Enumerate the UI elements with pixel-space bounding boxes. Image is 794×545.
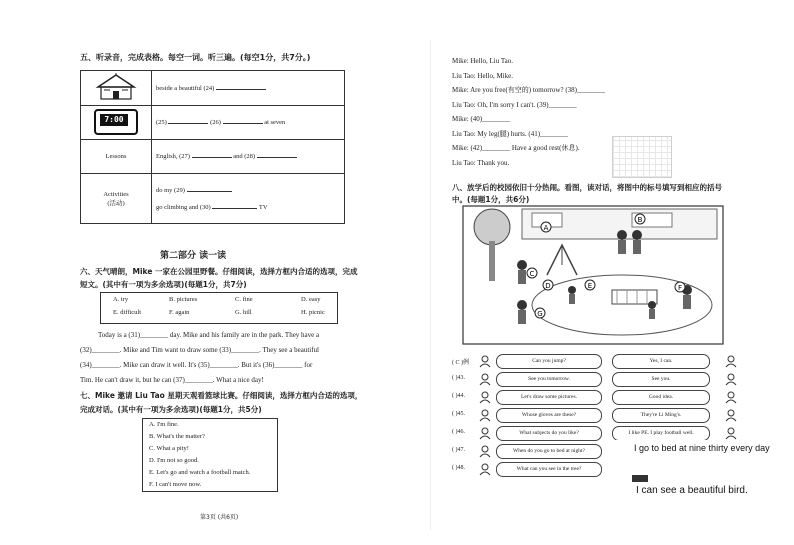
qa-num-45: ( )45. [452, 411, 465, 417]
qa-question-43: See you tomorrow. [496, 372, 602, 387]
option-g: G. hill [235, 309, 252, 316]
qa-num-48: ( )48. [452, 465, 465, 471]
qa-question-example: Can you jump? [496, 354, 602, 369]
row-25-26-content: (25) (26) at seven [152, 106, 345, 140]
dialog-option-a: A. I'm fine. [149, 421, 179, 428]
qa-answer-45: They're Li Ming's. [612, 408, 710, 423]
page-divider [430, 40, 431, 530]
qa-num-44: ( )44. [452, 393, 465, 399]
scene-letter-f: F [677, 284, 683, 292]
options-box [100, 292, 338, 324]
blank-30[interactable] [212, 208, 257, 209]
scene-letter-b: B [637, 216, 643, 224]
scene-letter-g: G [537, 310, 543, 318]
section-8-title-line2: 中。(每题1分，共6分) [452, 195, 530, 204]
row-29-30-content: do my (29) go climbing and (30) TV [152, 174, 345, 224]
section-6-title-line2: 短文。(其中有一项为多余选项)(每题1分，共7分) [80, 280, 247, 289]
scene-letter-c: C [529, 270, 535, 278]
qa-answer-43: See you. [612, 372, 710, 387]
scene-letter-e: E [587, 282, 593, 290]
qa-answer-44: Good idea. [612, 390, 710, 405]
blank-29[interactable] [187, 191, 232, 192]
scene-letter-d: D [545, 282, 551, 290]
qa-question-45: Whose gloves are these? [496, 408, 602, 423]
option-h: H. picnic [301, 309, 325, 316]
answer-47-overlay: I go to bed at nine thirty every day [612, 440, 772, 470]
option-e: E. difficult [113, 309, 142, 316]
part-2-title: 第二部分 读一读 [160, 251, 227, 261]
row-school-icon-cell [81, 71, 152, 106]
row-clock-cell [81, 106, 152, 140]
person-icons-column [724, 355, 738, 445]
blank-27[interactable] [192, 157, 232, 158]
option-a: A. try [113, 296, 129, 303]
dialog-option-e: E. Let's go and watch a football match. [149, 469, 251, 476]
option-b: B. pictures [169, 296, 198, 303]
dialog-mike-liutao: Mike: Hello, Liu Tao. Liu Tao: Hello, Mike. Mike: Are you free(有空的) tomorrow? (38)________ Liu Tao: Oh, I'm sorry I can't. (39)________ Mike: (40)________ Liu Tao: My leg(腿) hurts. (41)________ Mike: (42)________ Have a good rest(休息). Liu Tao: Thank you. [452, 57, 605, 167]
row-24-content: beside a beautiful (24) [152, 71, 345, 106]
blank-24[interactable] [216, 89, 266, 90]
option-d: D. easy [301, 296, 321, 303]
dialog-option-f: F. I can't move now. [149, 481, 202, 488]
qa-num-43: ( )43. [452, 375, 465, 381]
alarm-clock-icon: 7:00 [94, 109, 138, 135]
redaction-mark [632, 475, 648, 482]
playground-scene-image [462, 205, 724, 345]
option-f: F. again [169, 309, 190, 316]
dialog-option-b: B. What's the matter? [149, 433, 205, 440]
scene-letter-a: A [543, 224, 549, 232]
qa-num-46: ( )46. [452, 429, 465, 435]
dialog-option-d: D. I'm not so good. [149, 457, 199, 464]
blank-28[interactable] [257, 157, 297, 158]
section-7-title: 七、Mike 邀请 Liu Tao 星期天观看篮球比赛。仔细阅读，选择方框内合适的选项， [80, 391, 363, 400]
blank-26[interactable] [223, 123, 263, 124]
blank-25[interactable] [168, 123, 208, 124]
qa-question-47: When do you go to bed at night? [496, 444, 602, 459]
qa-num-47: ( )47. [452, 447, 465, 453]
page-footer: 第3页 (共6页) [200, 514, 239, 521]
lessons-label: Lessons [81, 140, 152, 174]
person-icons-left-column [478, 355, 492, 481]
qa-question-48: What can you see in the tree? [496, 462, 602, 477]
option-c: C. fine [235, 296, 253, 303]
row-27-28-content: English, (27) and (28) [152, 140, 345, 174]
qa-num-example: ( C )例 [452, 360, 469, 366]
faint-stamp-image [612, 136, 672, 178]
dialog-options-box [142, 418, 278, 492]
qa-answer-46: I like PE. I play football well. [612, 426, 710, 441]
qa-answer-example: Yes, I can. [612, 354, 710, 369]
qa-question-46: What subjects do you like? [496, 426, 602, 441]
section-8-title: 八、放学后的校园依旧十分热闹。看图，读对话，将图中的标号填写到相应的括号 [452, 183, 722, 192]
section-5-title: 五、听录音，完成表格。每空一词。听三遍。(每空1分，共7分。) [80, 53, 311, 62]
dialog-option-c: C. What a pity! [149, 445, 189, 452]
section-7-title-line2: 完成对话。(其中有一项为多余选项)(每题1分，共5分) [80, 405, 262, 414]
passage: Today is a (31)________ day. Mike and his family are in the park. They have a (32)________. Mike and Tim want to draw some (33)________. They see a beautiful (34)________. Mike can draw it well. It's (35)________. But it's (36)________ for Tim. He can't draw it, but he can (37)________. What a nice day! [80, 331, 320, 384]
activities-label-cell: Activities (活动) [81, 174, 152, 224]
school-building-icon [94, 73, 138, 101]
section-6-title: 六、天气晴朗，Mike 一家在公园里野餐。仔细阅读，选择方框内合适的选项，完成 [80, 267, 358, 276]
answer-48-overlay: I can see a beautiful bird. [612, 482, 772, 516]
listening-table [80, 70, 345, 224]
qa-question-44: Let's draw some pictures. [496, 390, 602, 405]
